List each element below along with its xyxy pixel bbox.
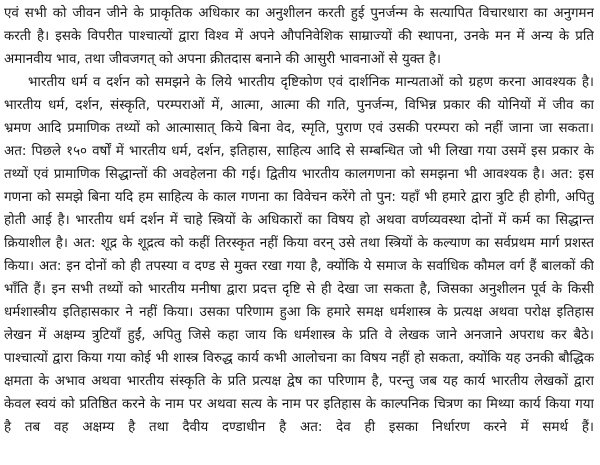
- text-line: भारतीय धर्म, दर्शन, संस्कृति, परम्पराओं में, आत्मा, आत्मा की गति, पुनर्जन्म, विभिन्न प्रकार की योनियों में जीव का: [4, 98, 594, 113]
- text-line: धर्मशास्त्रीय इतिहासकार ने नहीं किया। उसका परिणाम हुआ कि हमारे समक्ष धर्मशास्त्र के प्रत्यक्ष अथवा परोक्ष इतिहास: [4, 305, 594, 320]
- text-line: अमानवीय भाव, तथा जीवजगत् को अपना क्रीतदास बनाने की आसुरी भावनाओं से युक्त है।: [4, 52, 441, 67]
- text-line: क्रियाशील है। अत: शूद्र के शूद्रत्व को कहीं तिरस्कृत नहीं किया वरन् उसे तथा स्त्रियों के कल्याण का सर्वप्रथम मार्ग प्रशस्त: [4, 236, 594, 251]
- paragraph-1: [4, 2, 594, 71]
- text-line: है तब वह अक्षम्य है तथा दैवीय दण्डाधीन है अत: देव ही इसका निर्धारण करने में समर्थ हैं।: [4, 420, 594, 435]
- text-line: क्षमता के अभाव अथवा भारतीय संस्कृति के प्रति प्रत्यक्ष द्वेष का परिणाम है, परन्तु जब यह कार्य भारतीय लेखकों द्वारा: [4, 374, 594, 389]
- text-line: गणना को समझे बिना यदि हम साहित्य के काल गणना का विवेचन करेंगे तो पुन: यहाँ भी हमारे द्वारा त्रुटि ही होगी, अपितु: [4, 190, 594, 205]
- text-line: तथ्यों एवं प्रामाणिक सिद्धान्तों की अवहेलना की गई। द्वितीय भारतीय कालगणना को समझना भी आवश्यक है। अत: इस: [4, 167, 594, 182]
- text-line: केवल स्वयं को प्रतिष्ठित करने के नाम पर अथवा सत्य के नाम पर इतिहास के काल्पनिक चित्रण का मिथ्या कार्य किया गया: [4, 397, 594, 412]
- text-line: [4, 439, 594, 462]
- text-line: होती आई है। भारतीय धर्म दर्शन में चाहे स्त्रियों के अधिकारों का विषय हो अथवा वर्णव्यवस्था दोनों में कर्म का सिद्धान्त: [4, 213, 594, 228]
- text-line: भारतीय धर्म व दर्शन को समझने के लिये भारतीय दृष्टिकोण एवं दार्शनिक मान्यताओं को ग्रहण करना आवश्यक है।: [28, 75, 594, 90]
- text-line: किया। अत: इन दोनों को ही तपस्या व दण्ड से मुक्त रखा गया है, क्योंकि ये समाज के सर्वाधिक कौमल वर्ग हैं बालकों की: [4, 259, 594, 274]
- text-line: लेखन में अक्षम्य त्रुटियाँ हुईं, अपितु जिसे कहा जाय कि धर्मशास्त्र के प्रति वे लेखक जाने अनजाने अपराध कर बैठे।: [4, 328, 594, 343]
- text-line: करती है। इसके विपरीत पाश्चात्यों द्वारा विश्व में अपने औपनिवेशिक साम्राज्यों की स्थापना, उनके मन में अन्य के प्रति: [4, 29, 594, 44]
- text-line: पाश्चात्यों द्वारा किया गया कोई भी शास्त्र विरुद्ध कार्य कभी आलोचना का विषय नहीं हो सकता, क्योंकि यह उनकी बौद्धिक: [4, 351, 594, 366]
- paragraph-2: [4, 71, 594, 462]
- document-page: [4, 2, 594, 462]
- text-line: भ्रमण आदि प्रमाणिक तथ्यों को आत्मासात् किये बिना वेद, स्मृति, पुराण एवं उसकी परम्परा को नहीं जाना जा सकता।: [4, 121, 594, 136]
- text-line: अत: पिछले १५० वर्षों में भारतीय धर्म, दर्शन, इतिहास, साहित्य आदि से सम्बन्धित जो भी लिखा गया उसमें इस प्रकार के: [4, 144, 594, 159]
- text-line: एवं सभी को जीवन जीने के प्राकृतिक अधिकार का अनुशीलन करती हुई पुनर्जन्म के सत्यापित विचारधारा का अनुगमन: [4, 6, 594, 21]
- text-line: भाँति हैं। इन सभी तथ्यों को भारतीय मनीषा द्वारा प्रदत्त दृष्टि से ही देखा जा सकता है, जिसका अनुशीलन पूर्व के किसी: [4, 282, 594, 297]
